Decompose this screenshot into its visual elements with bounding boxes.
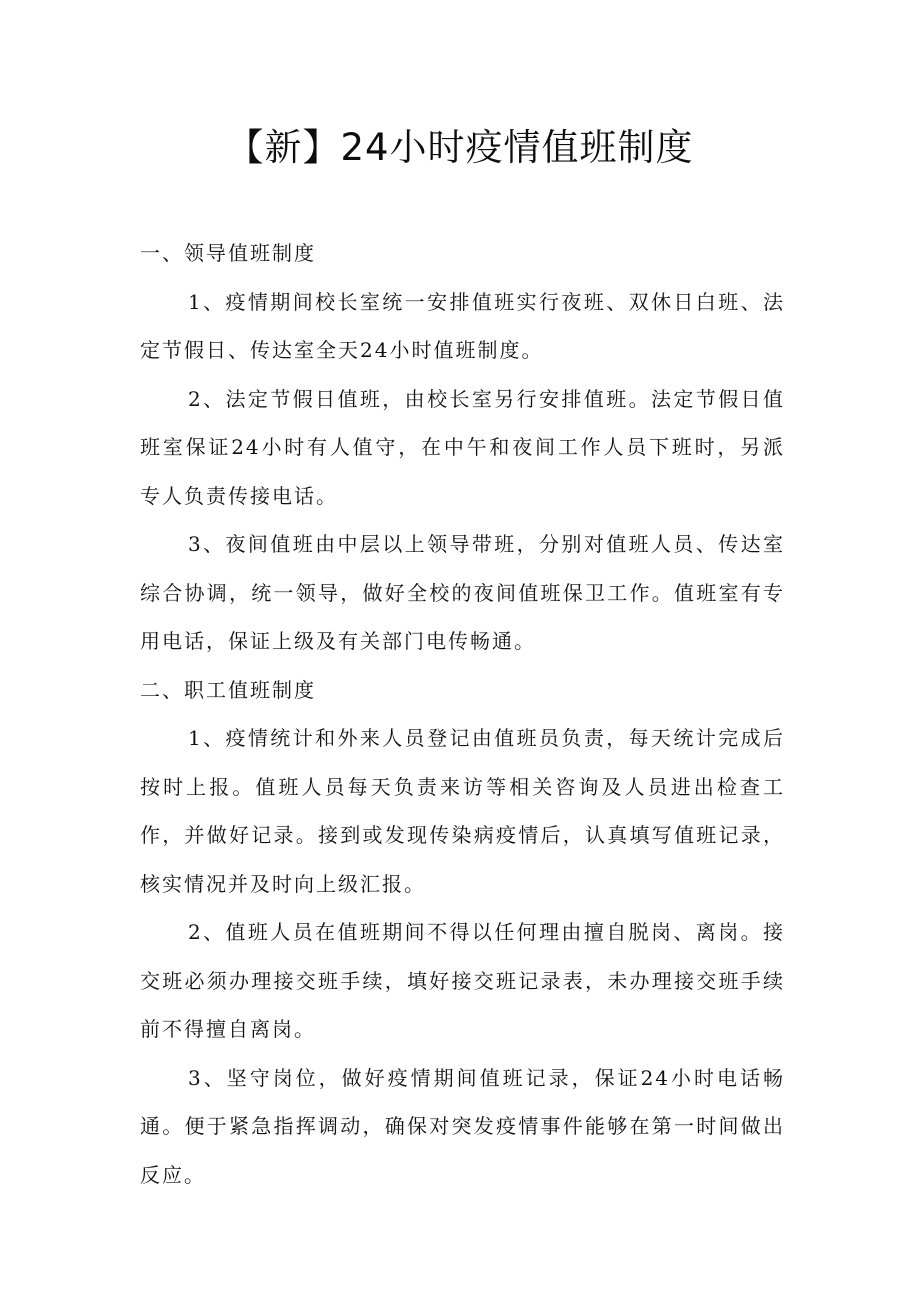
section-heading: 二、职工值班制度 [140, 677, 316, 702]
section-heading: 一、领导值班制度 [140, 241, 316, 265]
section-leader-duty [140, 229, 785, 666]
paragraph: 3、夜间值班由中层以上领导带班，分别对值班人员、传达室综合协调，统一领导，做好全校的夜间值班保卫工作。值班室有专用电话，保证上级及有关部门电传畅通。 [140, 532, 785, 653]
paragraph: 1、疫情期间校长室统一安排值班实行夜班、双休日白班、法定节假日、传达室全天24小时值班制度。 [140, 289, 785, 362]
section-staff-duty [140, 666, 785, 1200]
document-body [140, 229, 785, 1199]
paragraph: 3、坚守岗位，做好疫情期间值班记录，保证24小时电话畅通。便于紧急指挥调动，确保对突发疫情事件能够在第一时间做出反应。 [140, 1065, 785, 1187]
document-title: 【新】24小时疫情值班制度 [226, 126, 694, 169]
paragraph: 1、疫情统计和外来人员登记由值班员负责，每天统计完成后按时上报。值班人员每天负责来访等相关咨询及人员进出检查工作，并做好记录。接到或发现传染病疫情后，认真填写值班记录，核实情况并及时向上级汇报。 [140, 726, 785, 896]
paragraph: 2、值班人员在值班期间不得以任何理由擅自脱岗、离岗。接交班必须办理接交班手续，填好接交班记录表，未办理接交班手续前不得擅自离岗。 [140, 920, 785, 1041]
paragraph: 2、法定节假日值班，由校长室另行安排值班。法定节假日值班室保证24小时有人值守，在中午和夜间工作人员下班时，另派专人负责传接电话。 [140, 386, 785, 508]
